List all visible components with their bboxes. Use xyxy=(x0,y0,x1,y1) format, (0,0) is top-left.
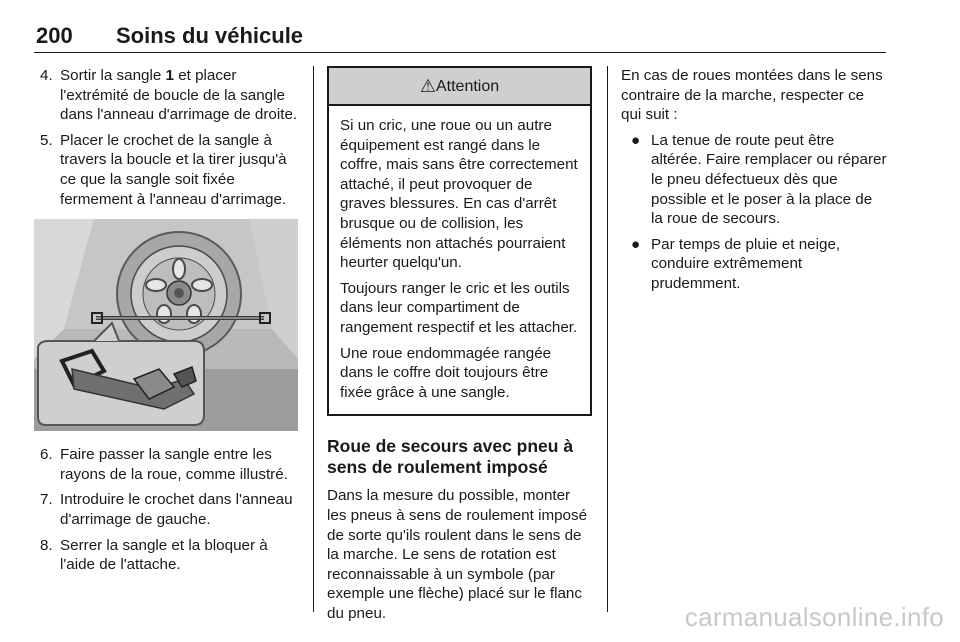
step-text: et placer l'extrémité de boucle de la sangle dans l'anneau d'arrimage de droite. xyxy=(60,67,298,124)
steps-list xyxy=(34,445,300,575)
page-number: 200 xyxy=(36,23,73,48)
attention-paragraph: Une roue endommagée rangée dans le coffre doit toujours être fixée grâce à une sangle. xyxy=(340,344,552,401)
bullet-item xyxy=(621,131,887,229)
bullet-icon: ● xyxy=(631,235,641,253)
warning-icon: ⚠ xyxy=(419,76,436,96)
step-number: 5. xyxy=(40,131,53,149)
steps-list xyxy=(34,66,300,209)
step-text: Serrer la sangle et la bloquer à l'aide de l'attache. xyxy=(60,536,268,574)
attention-header xyxy=(329,68,590,106)
step-item xyxy=(34,66,300,125)
bullet-item xyxy=(621,235,887,294)
column-right xyxy=(621,66,887,300)
step-number: 8. xyxy=(40,536,53,554)
watermark: carmanualsonline.info xyxy=(684,602,944,633)
column-divider xyxy=(607,66,608,612)
step-number: 7. xyxy=(40,491,53,509)
step-text: Introduire le crochet dans l'anneau d'arrimage de gauche. xyxy=(60,491,293,528)
step-text: Faire passer la sangle entre les rayons de la roue, comme illustré. xyxy=(60,446,288,483)
section-body: Dans la mesure du possible, monter les pneus à sens de roulement imposé de sorte qu'ils roulent dans le sens de la marche. Le sens de rotation est reconnaissable à un symbole (par exemple une flèche) placé sur le flanc du pneu. xyxy=(327,487,588,622)
step-item xyxy=(34,490,300,529)
step-text: Placer le crochet de la sangle à travers la boucle et la tirer jusqu'à ce que la sangle soit fixée fermement à l'anneau d'arrimage. xyxy=(60,131,287,208)
spare-wheel-strap-illustration xyxy=(34,219,298,431)
step-number: 6. xyxy=(40,446,53,464)
attention-paragraph: Toujours ranger le cric et les outils dans leur compartiment de rangement respectif et les attacher. xyxy=(340,279,578,336)
bullet-text: La tenue de route peut être altérée. Faire remplacer ou réparer le pneu défectueux dès que possible et le poser à la place de la roue de secours. xyxy=(651,131,887,228)
step-item xyxy=(34,536,300,575)
attention-title: Attention xyxy=(435,78,500,95)
bullet-text: Par temps de pluie et neige, conduire extrêmement prudemment. xyxy=(651,235,841,292)
bullet-icon: ● xyxy=(631,131,641,149)
column-middle xyxy=(327,66,592,623)
step-item xyxy=(34,131,300,209)
step-item xyxy=(34,445,300,484)
intro-paragraph: En cas de roues montées dans le sens contraire de la marche, respecter ce qui suit : xyxy=(621,67,883,124)
page-title: Soins du véhicule xyxy=(116,23,304,48)
bullet-list xyxy=(621,131,887,294)
attention-paragraph: Si un cric, une roue ou un autre équipement est rangé dans le coffre, mais sans être correctement attaché, il peut provoquer de graves blessures. En cas d'arrêt brusque ou de collision, les éléments non attachés pourraient heurter quelqu'un. xyxy=(340,117,578,272)
step-text: Sortir la sangle xyxy=(60,67,166,84)
section-heading: Roue de secours avec pneu à sens de roulement imposé xyxy=(327,436,574,478)
step-number: 4. xyxy=(40,67,53,84)
page-header xyxy=(34,20,886,53)
attention-body xyxy=(329,106,590,414)
attention-box xyxy=(327,66,592,416)
column-left xyxy=(34,66,300,581)
column-divider xyxy=(313,66,314,612)
callout-number: 1 xyxy=(165,67,174,84)
